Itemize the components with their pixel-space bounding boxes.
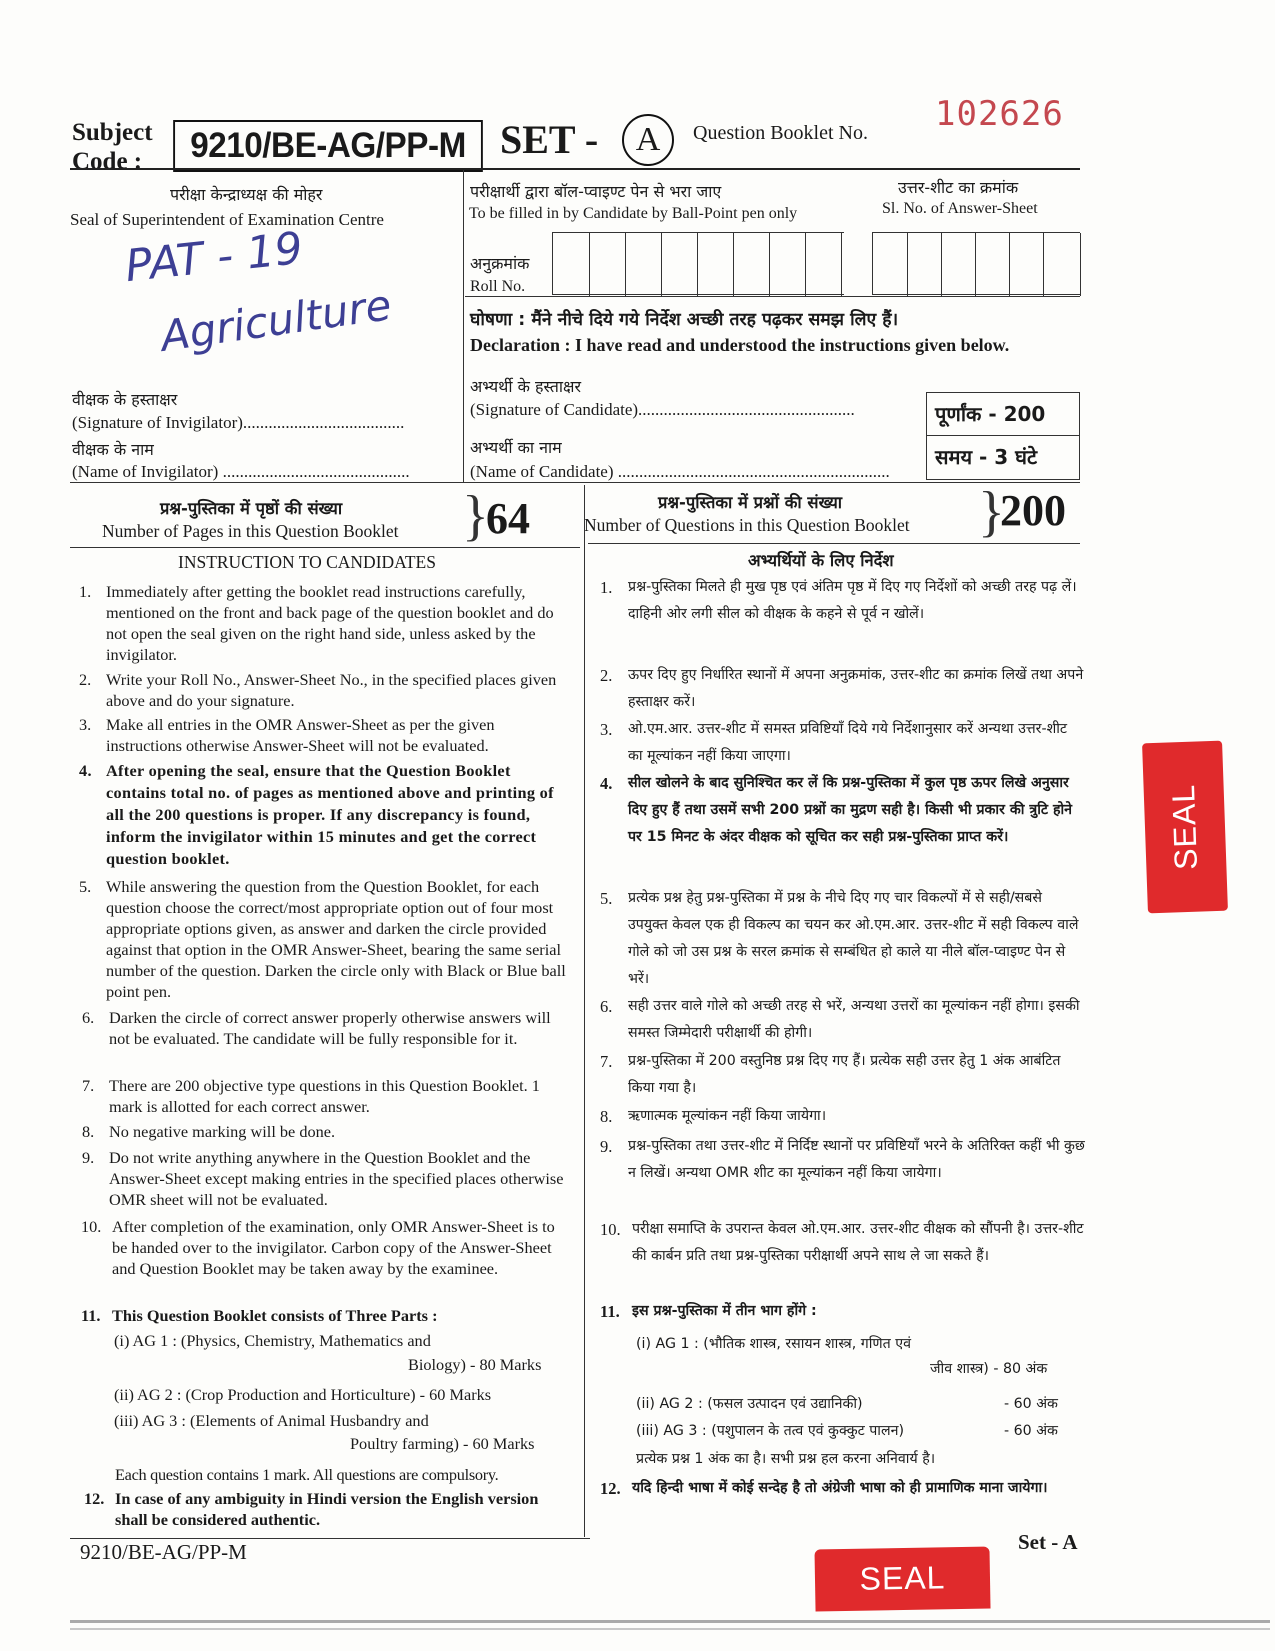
fill-label-en: To be filled in by Candidate by Ball-Point pen only <box>469 205 798 222</box>
roll-digit-cell[interactable] <box>769 233 806 296</box>
sheet-digit-cell[interactable] <box>941 233 976 296</box>
part-hi-ag2-marks: - 60 अंक <box>1004 1396 1058 1412</box>
seal-label-hi: परीक्षा केन्द्राध्यक्ष की मोहर <box>170 185 323 204</box>
questions-count-value: 200 <box>1000 486 1066 535</box>
instruction-hi-8: 8. ऋणात्मक मूल्यांकन नहीं किया जायेगा। <box>600 1107 827 1126</box>
brace-icon: } <box>462 485 489 547</box>
footer-set: Set - A <box>1018 1530 1078 1554</box>
max-marks: पूर्णांक - 200 <box>926 392 1080 436</box>
instruction-en-12: 12. In case of any ambiguity in Hindi version the English version shall be considered authentic. <box>84 1489 539 1529</box>
set-value: A <box>622 114 674 166</box>
part-en-ag2: (ii) AG 2 : (Crop Production and Horticulture) - 60 Marks <box>114 1385 492 1404</box>
instructions-hi-note: प्रत्येक प्रश्न 1 अंक का है। सभी प्रश्न हल करना अनिवार्य है। <box>636 1451 936 1467</box>
invigilator-signature-field[interactable]: (Signature of Invigilator)...................................... <box>72 413 405 432</box>
sheet-no-label-hi: उत्तर-शीट का क्रमांक <box>898 178 1019 197</box>
page-edge-line <box>70 1620 1270 1623</box>
footer-line <box>70 1538 590 1539</box>
footer-code: 9210/BE-AG/PP-M <box>80 1540 247 1564</box>
instruction-en-2: 2. Write your Roll No., Answer-Sheet No., in the specified places given above and do your signature. <box>79 670 557 710</box>
instruction-hi-5: 5. प्रत्येक प्रश्न हेतु प्रश्न-पुस्तिका में प्रश्न के नीचे दिए गए चार विकल्पों में से सही/सबसे उपयुक्त केवल एक ही विकल्प का चयन कर ओ.एम.आर. उत्तर-शीट में सही विकल्प वाले गोले को जो उस प्रश्न के सरल क्रमांक से सम्बंधित हो काले या नीले बॉल-प्वाइण्ट पेन से भरें। <box>600 889 1079 987</box>
part-hi-ag2: (ii) AG 2 : (फसल उत्पादन एवं उद्यानिकी) <box>636 1396 863 1412</box>
subject-code-value: 9210/BE-AG/PP-M <box>173 120 483 172</box>
set-label: SET - <box>500 117 599 162</box>
seal-sticker-bottom[interactable]: SEAL <box>814 1546 990 1611</box>
instructions-en-note: Each question contains 1 mark. All questions are compulsory. <box>115 1465 499 1484</box>
roll-digit-cell[interactable] <box>805 233 842 296</box>
roll-no-label-hi: अनुक्रमांक <box>470 254 530 273</box>
part-en-ag1: (i) AG 1 : (Physics, Chemistry, Mathematics and <box>114 1331 431 1350</box>
sheet-digit-cell[interactable] <box>1043 233 1081 296</box>
instruction-hi-9: 9. प्रश्न-पुस्तिका तथा उत्तर-शीट में निर्दिष्ट स्थानों पर प्रविष्टियाँ भरने के अतिरिक्त कहीं भी कुछ न लिखें। अन्यथा OMR शीट का मूल्यांकन नहीं किया जायेगा। <box>600 1137 1085 1181</box>
roll-digit-cell[interactable] <box>697 233 734 296</box>
questions-count-label-en: Number of Questions in this Question Booklet <box>584 515 910 535</box>
fill-label-hi: परीक्षार्थी द्वारा बॉल-प्वाइण्ट पेन से भरा जाए <box>470 182 722 201</box>
booklet-number-label: Question Booklet No. <box>693 122 868 144</box>
instruction-en-3: 3. Make all entries in the OMR Answer-Sheet as per the given instructions otherwise Answer-Sheet will not be evaluated. <box>79 715 495 755</box>
instruction-hi-7: 7. प्रश्न-पुस्तिका में 200 वस्तुनिष्ठ प्रश्न दिए गए हैं। प्रत्येक सही उत्तर हेतु 1 अंक आबंटित किया गया है। <box>600 1052 1061 1096</box>
subject-label-line1: Subject <box>72 119 153 146</box>
roll-digit-cell[interactable] <box>625 233 662 296</box>
candidate-name-hi: अभ्यर्थी का नाम <box>470 438 562 457</box>
instruction-hi-6: 6. सही उत्तर वाले गोले को अच्छी तरह से भरें, अन्यथा उत्तरों का मूल्यांकन नहीं होगा। इसकी समस्त जिम्मेदारी परीक्षार्थी की होगी। <box>600 997 1080 1041</box>
brace-icon: } <box>978 481 1005 543</box>
box-bottom-line <box>70 482 1080 483</box>
subject-label-line2: Code : <box>72 148 143 175</box>
sheet-digit-cell[interactable] <box>873 233 908 296</box>
instruction-hi-1: 1. प्रश्न-पुस्तिका मिलते ही मुख पृष्ठ एवं अंतिम पृष्ठ में दिए गए निर्देशों को अच्छी तरह पढ़ लें। दाहिनी ओर लगी सील को वीक्षक के कहने से पूर्व न खोलें। <box>600 578 1077 622</box>
invigilator-name-field[interactable]: (Name of Invigilator) ............................................ <box>72 462 410 481</box>
header-divider <box>70 168 1080 170</box>
roll-no-label-en: Roll No. <box>470 278 526 295</box>
questions-count-label-hi: प्रश्न-पुस्तिका में प्रश्नों की संख्या <box>658 493 843 512</box>
instruction-en-5: 5. While answering the question from the Question Booklet, for each question choose the correct/most appropriate option out of four most appropriate options given, as answer and darken the circle provided against that option in the OMR Answer-Sheet, bearing the same serial number of the question. Darken the circle only with Black or Blue ball point pen. <box>79 877 566 1001</box>
part-en-ag3-cont: Poultry farming) - 60 Marks <box>350 1434 535 1453</box>
instruction-en-4: 4. After opening the seal, ensure that the Question Booklet contains total no. of pages as mentioned above and printing of all the 200 questions is proper. If any discrepancy is found, inform the invigilator within 15 minutes and get the correct question booklet. <box>79 761 554 868</box>
roll-digit-cell[interactable] <box>661 233 698 296</box>
page-edge-line <box>70 1628 1270 1630</box>
instruction-en-11: 11. This Question Booklet consists of Three Parts : <box>81 1306 438 1325</box>
invigilator-signature-hi: वीक्षक के हस्ताक्षर <box>72 390 178 409</box>
part-hi-ag3: (iii) AG 3 : (पशुपालन के तत्व एवं कुक्कुट पालन) <box>636 1423 905 1439</box>
part-en-ag3: (iii) AG 3 : (Elements of Animal Husbandry and <box>114 1411 429 1430</box>
sheet-no-label-en: Sl. No. of Answer-Sheet <box>882 200 1038 217</box>
instruction-hi-4: 4. सील खोलने के बाद सुनिश्चित कर लें कि प्रश्न-पुस्तिका में कुल पृष्ठ ऊपर लिखे अनुसार दिए हुए हैं तथा उसमें सभी 200 प्रश्नों का मुद्रण सही है। किसी भी प्रकार की त्रुटि होने पर 15 मिनट के अंदर वीक्षक को सूचित कर सही प्रश्न-पुस्तिका प्राप्त करें। <box>600 774 1073 845</box>
part-hi-ag3-marks: - 60 अंक <box>1004 1423 1058 1439</box>
instruction-en-6: 6. Darken the circle of correct answer properly otherwise answers will not be evaluated. The candidate will be fully responsible for it. <box>82 1008 551 1048</box>
instruction-hi-11: 11. इस प्रश्न-पुस्तिका में तीन भाग होंगे : <box>600 1302 817 1321</box>
candidate-signature-field[interactable]: (Signature of Candidate)................................................... <box>470 400 855 419</box>
instructions-en-title: INSTRUCTION TO CANDIDATES <box>178 552 436 572</box>
seal-label-en: Seal of Superintendent of Examination Centre <box>70 210 384 229</box>
declaration-en: Declaration : I have read and understood the instructions given below. <box>470 335 1010 355</box>
sheet-digit-cell[interactable] <box>975 233 1010 296</box>
candidate-signature-hi: अभ्यर्थी के हस्ताक्षर <box>470 377 581 396</box>
roll-digit-cell[interactable] <box>553 233 590 296</box>
seal-right-label: SEAL <box>1165 783 1204 871</box>
roll-row-bottom-line <box>465 296 1080 297</box>
sheet-digit-cell[interactable] <box>907 233 942 296</box>
invigilator-name-hi: वीक्षक के नाम <box>72 440 154 459</box>
pages-count-label-en: Number of Pages in this Question Booklet <box>102 521 399 541</box>
sheet-digit-cell[interactable] <box>1009 233 1044 296</box>
part-en-ag1-cont: Biology) - 80 Marks <box>408 1355 542 1374</box>
instruction-hi-2: 2. ऊपर दिए हुए निर्धारित स्थानों में अपना अनुक्रमांक, उत्तर-शीट का क्रमांक लिखें तथा अपने हस्ताक्षर करें। <box>600 666 1084 710</box>
instruction-en-7: 7. There are 200 objective type questions in this Question Booklet. 1 mark is allotted for each correct answer. <box>82 1076 540 1116</box>
roll-number-input[interactable] <box>552 232 844 295</box>
time-limit: समय - 3 घंटे <box>926 436 1080 480</box>
roll-digit-cell[interactable] <box>589 233 626 296</box>
instruction-hi-10: 10. परीक्षा समाप्ति के उपरान्त केवल ओ.एम.आर. उत्तर-शीट वीक्षक को सौंपनी है। उत्तर-शीट की कार्बन प्रति तथा प्रश्न-पुस्तिका परीक्षार्थी अपने साथ ले जा सकते हैं। <box>600 1220 1084 1264</box>
instruction-en-9: 9. Do not write anything anywhere in the Question Booklet and the Answer-Sheet except making entries in the specified places otherwise OMR sheet will not be evaluated. <box>82 1148 564 1209</box>
column-divider <box>584 485 585 1537</box>
handwritten-note-2: Agriculture <box>157 280 395 361</box>
instruction-hi-12: 12. यदि हिन्दी भाषा में कोई सन्देह है तो अंग्रेजी भाषा को ही प्रामाणिक माना जायेगा। <box>600 1479 1048 1498</box>
instruction-en-10: 10. After completion of the examination, only OMR Answer-Sheet is to be handed over to the invigilator. Carbon copy of the Answer-Sheet and Question Booklet may be taken away by the examinee. <box>81 1217 555 1278</box>
instruction-en-1: 1. Immediately after getting the booklet read instructions carefully, mentioned on the front and back page of the question booklet and do not open the seal given on the right hand side, unless asked by the invigilator. <box>79 582 554 664</box>
instruction-en-8: 8. No negative marking will be done. <box>82 1122 336 1141</box>
roll-digit-cell[interactable] <box>733 233 770 296</box>
counts-bottom-line-left <box>70 547 580 548</box>
handwritten-note-1: PAT - 19 <box>122 222 306 293</box>
seal-sticker-right[interactable] <box>1142 741 1228 914</box>
candidate-name-field[interactable]: (Name of Candidate) ................................................................ <box>470 462 890 481</box>
pages-count-value: 64 <box>486 494 530 543</box>
part-hi-ag1: (i) AG 1 : (भौतिक शास्त्र, रसायन शास्त्र, गणित एवं <box>636 1336 911 1352</box>
box-divider-vertical <box>463 170 464 482</box>
answer-sheet-number-input[interactable] <box>872 232 1080 295</box>
declaration-hi: घोषणा : मैंने नीचे दिये गये निर्देश अच्छी तरह पढ़कर समझ लिए हैं। <box>470 310 899 330</box>
instruction-hi-3: 3. ओ.एम.आर. उत्तर-शीट में समस्त प्रविष्टियाँ दिये गये निर्देशानुसार करें अन्यथा उत्तर-शीट का मूल्यांकन नहीं किया जाएगा। <box>600 720 1068 764</box>
part-hi-ag1-cont: जीव शास्त्र) - 80 अंक <box>930 1361 1048 1377</box>
booklet-number: 102626 <box>935 94 1064 134</box>
pages-count-label-hi: प्रश्न-पुस्तिका में पृष्ठों की संख्या <box>160 499 343 518</box>
counts-bottom-line-right <box>588 543 1080 544</box>
instructions-hi-title: अभ्यर्थियों के लिए निर्देश <box>748 551 894 570</box>
